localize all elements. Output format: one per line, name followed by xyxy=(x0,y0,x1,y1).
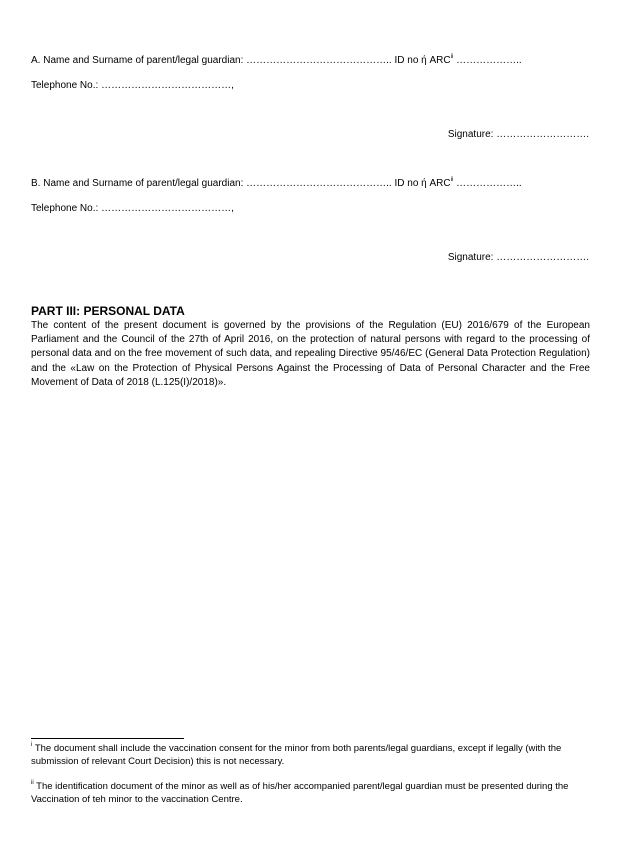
parent-b-tel-dots: …………………………………, xyxy=(101,203,234,214)
part3-paragraph: The content of the present document is governed by the provisions of the Regulation (EU) 2016/679 of the European Parliament and the Council of the 27th of April 2016, on the protection of natural persons with regard to the processing of personal data and on the free movement of such data, and repealing Directive 95/46/EC (General Data Protection Regulation) and the «Law on the Protection of Physical Persons Against the Processing of Data of Personal Character and the Free Movement of Data of 2018 (L.125(I)/2018)». xyxy=(31,320,590,388)
parent-a-id-dots: ……………….. xyxy=(456,55,522,66)
part3-heading: PART III: PERSONAL DATA xyxy=(31,304,185,318)
parent-b-id-dots: ……………….. xyxy=(456,178,522,189)
parent-a-signature-label: Signature: xyxy=(447,129,494,140)
parent-a-tel-dots: …………………………………, xyxy=(101,80,234,91)
parent-a-name-dots: …………………………………….. xyxy=(246,55,392,66)
parent-b-signature-label: Signature: xyxy=(447,252,494,263)
parent-b-name-label: B. Name and Surname of parent/legal guardian: xyxy=(31,178,244,189)
parent-a-tel-label: Telephone No.: xyxy=(31,80,99,91)
footnote-2-text: The identification document of the minor as well as of his/her accompanied parent/legal guardian must be presented during the Vaccination of teh minor to the vaccination Centre. xyxy=(31,781,569,805)
footnote-2-marker: ii xyxy=(31,780,34,786)
parent-a-id-footnote-marker: ii xyxy=(450,54,454,60)
parent-a-tel-line xyxy=(31,80,234,91)
parent-a-signature-dots: ………………………. xyxy=(496,129,589,140)
parent-a-id-label: ID no ή ARC xyxy=(394,55,451,66)
footnote-1-text: The document shall include the vaccination consent for the minor from both parents/legal guardians, except if legally (with the submission of relevant Court Decision) this is not necessary. xyxy=(31,743,562,767)
parent-a-name-label: A. Name and Surname of parent/legal guardian: xyxy=(31,55,244,66)
footnote-divider xyxy=(31,738,184,739)
parent-b-name-line xyxy=(31,178,522,189)
parent-b-id-label: ID no ή ARC xyxy=(394,178,451,189)
parent-b-signature-line xyxy=(448,252,589,263)
parent-a-signature-line xyxy=(448,129,589,140)
parent-b-id-footnote-marker: ii xyxy=(450,177,454,183)
parent-b-tel-line xyxy=(31,203,234,214)
parent-b-signature-dots: ………………………. xyxy=(496,252,589,263)
parent-b-name-dots: …………………………………….. xyxy=(246,178,392,189)
parent-b-tel-label: Telephone No.: xyxy=(31,203,99,214)
footnote-2 xyxy=(31,780,590,806)
parent-a-name-line xyxy=(31,55,522,66)
footnote-1-marker: i xyxy=(31,742,33,748)
footnote-1 xyxy=(31,742,590,768)
